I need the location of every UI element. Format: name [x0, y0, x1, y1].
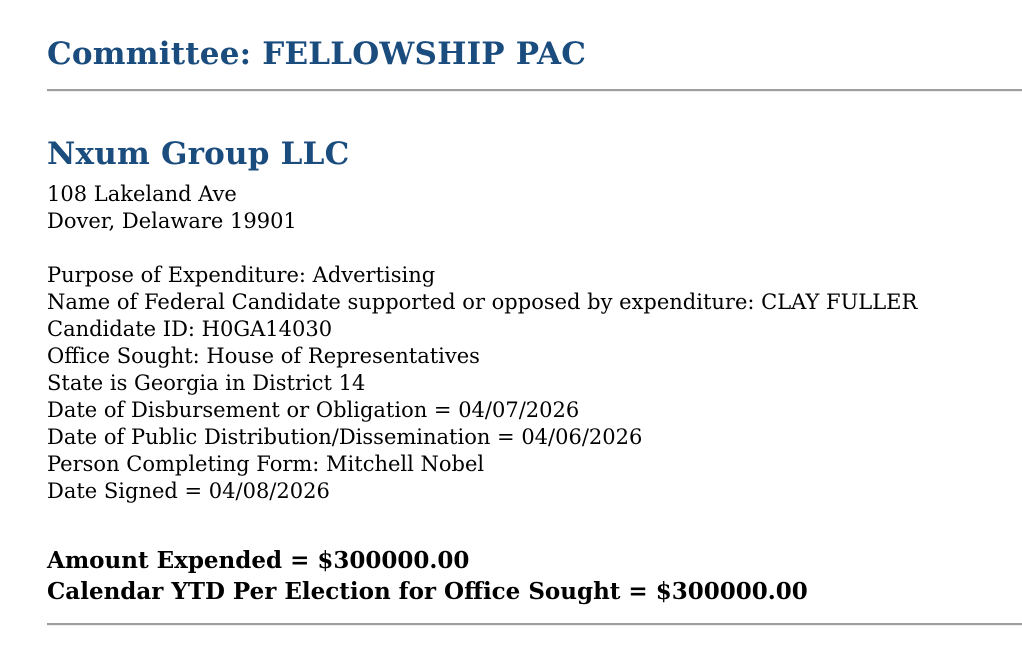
- committee-heading: Committee: FELLOWSHIP PAC: [47, 36, 587, 72]
- detail-line-distribution-date: Date of Public Distribution/Dissemination = 04/06/2026: [47, 425, 643, 449]
- detail-line-candidate-id: Candidate ID: H0GA14030: [47, 317, 333, 341]
- detail-line-candidate-name: Name of Federal Candidate supported or opposed by expenditure: CLAY FULLER: [47, 290, 918, 314]
- calendar-ytd-line: Calendar YTD Per Election for Office Sought = $300000.00: [47, 578, 808, 605]
- detail-line-disbursement-date: Date of Disbursement or Obligation = 04/07/2026: [47, 398, 580, 422]
- detail-line-purpose: Purpose of Expenditure: Advertising: [47, 263, 436, 287]
- address-line-city-state-zip: Dover, Delaware 19901: [47, 209, 297, 233]
- address-line-street: 108 Lakeland Ave: [47, 182, 237, 206]
- detail-line-office-sought: Office Sought: House of Representatives: [47, 344, 480, 368]
- payee-address: [47, 181, 1022, 235]
- detail-line-date-signed: Date Signed = 04/08/2026: [47, 479, 330, 503]
- payee-name-heading: Nxum Group LLC: [47, 136, 350, 172]
- totals-section: [47, 545, 1022, 607]
- header-divider: [47, 89, 1022, 92]
- footer-divider: [47, 623, 1022, 626]
- expenditure-details: [47, 262, 1022, 505]
- amount-expended-line: Amount Expended = $300000.00: [47, 547, 470, 574]
- detail-line-person-completing: Person Completing Form: Mitchell Nobel: [47, 452, 485, 476]
- detail-line-state-district: State is Georgia in District 14: [47, 371, 366, 395]
